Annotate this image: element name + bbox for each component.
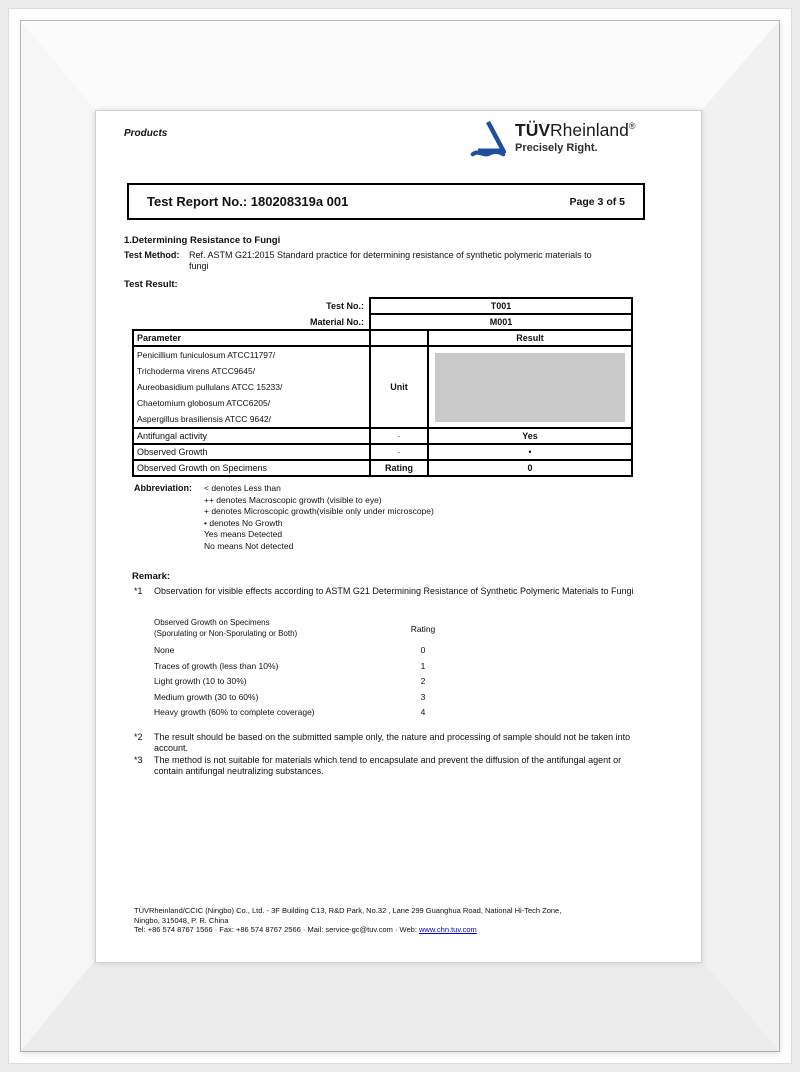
fungi-row [133, 346, 632, 428]
rating-header-line1: Observed Growth on Specimens [154, 618, 270, 627]
logo-text [515, 116, 635, 154]
logo-rheinland: Rheinland [550, 119, 629, 140]
rating-table-header [154, 618, 464, 639]
unit-cell: · [370, 444, 428, 460]
tuv-triangle-icon [470, 119, 506, 159]
abbreviation-block [134, 483, 434, 552]
abbreviation-item: Yes means Detected [204, 529, 283, 539]
fungi-line: Penicillium funiculosum ATCC11797/ [137, 350, 276, 360]
fungi-species-list [133, 346, 370, 428]
test-result-label: Test Result: [124, 279, 178, 290]
footer-contact-line [134, 925, 679, 935]
unit-header-empty [370, 330, 428, 346]
test-method-row [124, 250, 604, 272]
unit-label: Unit [370, 346, 428, 428]
result-header: Result [428, 330, 632, 346]
remark-note-2 [134, 732, 639, 754]
logo-tagline: Precisely Right. [515, 141, 598, 154]
result-cell: 0 [428, 460, 632, 476]
footer-block [134, 906, 679, 935]
remark-note-3 [134, 755, 639, 777]
table-row [133, 444, 632, 460]
test-no-row [133, 298, 632, 314]
test-method-label: Test Method: [124, 250, 180, 260]
tuv-rheinland-logo [470, 116, 635, 159]
abbreviation-item: ++ denotes Macroscopic growth (visible to eye) [204, 494, 382, 505]
material-no-row [133, 314, 632, 330]
rating-row [154, 676, 464, 687]
rating-header-col1 [154, 618, 384, 639]
report-number-title: Test Report No.: 180208319a 001 [147, 194, 349, 209]
note-marker: *1 [134, 586, 143, 596]
material-no-label: Material No.: [309, 316, 364, 327]
logo-tuv: TÜV [515, 119, 550, 140]
note-text: The result should be based on the submitted sample only, the nature and processing of sample should not be taken into account. [154, 732, 631, 753]
abbreviation-item: + denotes Microscopic growth(visible only under microscope) [204, 506, 434, 516]
rating-header-col2: Rating [410, 623, 436, 634]
registered-mark: ® [628, 121, 636, 131]
result-cell: • [428, 444, 632, 460]
rating-value: 1 [420, 660, 426, 671]
abbreviation-item: No means Not detected [204, 540, 294, 551]
note-text: The method is not suitable for materials which tend to encapsulate and prevent the diffusion of the antifungal agent or contain antifungal neutralizing substances. [154, 755, 622, 776]
document-paper [96, 111, 701, 962]
rating-value: 2 [420, 676, 426, 686]
remark-note-1 [134, 586, 639, 597]
remark-label: Remark: [132, 571, 171, 582]
unit-cell: · [370, 428, 428, 444]
footer-website-link[interactable]: www.chn.tuv.com [419, 925, 477, 934]
page-indicator: Page 3 of 5 [569, 195, 625, 208]
rating-label: Traces of growth (less than 10%) [154, 660, 279, 671]
footer-address-line2: Ningbo, 315048, P. R. China [134, 915, 229, 925]
table-header-row [133, 330, 632, 346]
note-marker: *3 [134, 755, 143, 765]
table-row [133, 460, 632, 476]
rating-label: None [154, 645, 175, 655]
products-label: Products [124, 128, 168, 139]
note-text: Observation for visible effects according to ASTM G21 Determining Resistance of Synthetic Polymeric Materials to Fungi [154, 586, 634, 596]
fungi-line: Chaetomium globosum ATCC6205/ [137, 398, 271, 408]
parameter-cell: Observed Growth [133, 444, 370, 460]
fungi-result-cell [428, 346, 632, 428]
footer-address-line1: TÜVRheinland/CCIC (Ningbo) Co., Ltd. - 3F Building C13, R&D Park, No.32 , Lane 299 Guanghua Road, National Hi-Tech Zone, [134, 906, 562, 915]
abbreviation-label: Abbreviation: [134, 483, 193, 493]
abbreviation-items [204, 483, 434, 552]
footer-contact-text: Tel: +86 574 8767 1566 · Fax: +86 574 8767 2566 · Mail: service-gc@tuv.com · Web: [134, 925, 419, 934]
fungi-line: Aureobasidium pullulans ATCC 15233/ [137, 382, 283, 392]
result-table [132, 297, 633, 477]
fungi-line: Trichoderma virens ATCC9645/ [137, 366, 256, 376]
rating-header-line2: (Sporulating or Non-Sporulating or Both) [154, 628, 298, 638]
rating-label: Heavy growth (60% to complete coverage) [154, 707, 315, 717]
rating-scale-table [154, 618, 464, 723]
unit-cell: Rating [370, 460, 428, 476]
logo-brand-name [515, 116, 635, 140]
abbreviation-item: < denotes Less than [204, 483, 281, 493]
result-table-wrap [132, 297, 633, 477]
parameter-cell: Antifungal activity [133, 428, 370, 444]
table-row [133, 428, 632, 444]
abbreviation-item: • denotes No Growth [204, 517, 283, 528]
rating-value: 0 [420, 645, 426, 655]
rating-label: Light growth (10 to 30%) [154, 676, 247, 686]
rating-row [154, 692, 464, 703]
rating-row [154, 645, 464, 656]
rating-value: 3 [420, 691, 426, 702]
result-cell: Yes [428, 428, 632, 444]
rating-value: 4 [420, 707, 426, 717]
rating-label: Medium growth (30 to 60%) [154, 691, 259, 702]
parameter-cell: Observed Growth on Specimens [133, 460, 370, 476]
test-no-label: Test No.: [326, 301, 364, 311]
report-number-box [127, 183, 645, 220]
test-method-value: Ref. ASTM G21:2015 Standard practice for determining resistance of synthetic polymeric materials to fungi [189, 250, 592, 271]
rating-row [154, 661, 464, 672]
material-no-value: M001 [370, 314, 632, 330]
section-heading: 1.Determining Resistance to Fungi [124, 235, 281, 246]
test-no-value: T001 [370, 298, 632, 314]
redacted-result-box [435, 353, 625, 422]
fungi-line: Aspergillus brasiliensis ATCC 9642/ [137, 414, 272, 424]
rating-row [154, 707, 464, 718]
parameter-header: Parameter [133, 330, 370, 346]
note-marker: *2 [134, 732, 143, 742]
